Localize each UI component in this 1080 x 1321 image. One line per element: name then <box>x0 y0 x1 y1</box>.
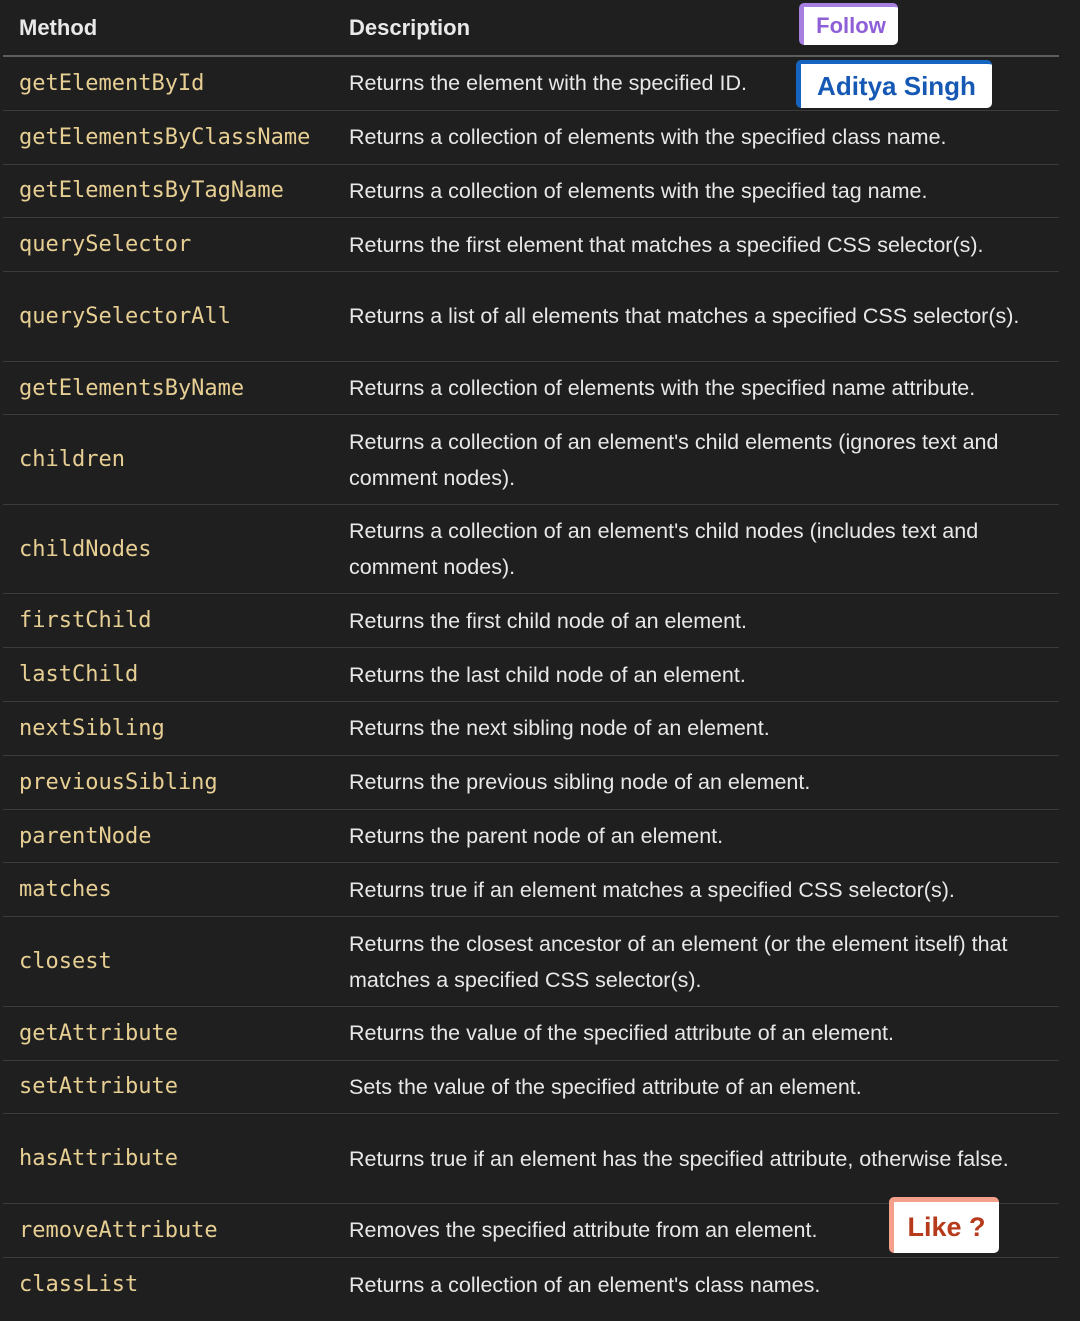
method-description: Returns a collection of an element's child elements (ignores text and comment nodes). <box>349 429 999 490</box>
method-name: childNodes <box>19 536 152 562</box>
method-name: parentNode <box>19 823 152 849</box>
method-name: nextSibling <box>19 715 165 741</box>
method-name: children <box>19 447 125 473</box>
table-row <box>3 272 1059 362</box>
table-row <box>3 505 1059 595</box>
methods-table <box>3 0 1059 1311</box>
method-name: querySelectorAll <box>19 303 231 329</box>
method-description: Returns the value of the specified attribute of an element. <box>349 1021 894 1046</box>
method-description: Returns the first child node of an element. <box>349 608 747 633</box>
method-description: Returns the element with the specified ID. <box>349 71 747 96</box>
table-row <box>3 165 1059 219</box>
table-row <box>3 111 1059 165</box>
table-row <box>3 594 1059 648</box>
method-description: Returns the parent node of an element. <box>349 824 724 849</box>
table-header <box>3 0 1059 57</box>
method-name: getElementsByTagName <box>19 178 284 204</box>
author-name-badge[interactable]: Aditya Singh <box>796 60 992 108</box>
table-row <box>3 218 1059 272</box>
like-button[interactable]: Like ? <box>889 1197 999 1253</box>
method-description: Sets the value of the specified attribute of an element. <box>349 1074 862 1099</box>
method-name: getAttribute <box>19 1020 178 1046</box>
method-name: getElementsByClassName <box>19 124 311 150</box>
header-description: Description <box>349 14 471 40</box>
method-description: Returns a collection of elements with the specified class name. <box>349 125 947 150</box>
table-row <box>3 1007 1059 1061</box>
table-row <box>3 917 1059 1007</box>
method-name: getElementById <box>19 70 205 96</box>
method-name: hasAttribute <box>19 1146 178 1172</box>
method-description: Returns a collection of an element's child nodes (includes text and comment nodes). <box>349 519 979 580</box>
method-description: Returns the last child node of an element. <box>349 662 746 687</box>
table-row <box>3 362 1059 416</box>
method-name: lastChild <box>19 662 139 688</box>
method-description: Returns the previous sibling node of an element. <box>349 770 811 795</box>
method-description: Returns a list of all elements that matches a specified CSS selector(s). <box>349 304 1020 329</box>
method-name: classList <box>19 1272 139 1298</box>
method-description: Returns true if an element has the specified attribute, otherwise false. <box>349 1146 1009 1171</box>
header-method: Method <box>19 14 98 40</box>
table-row <box>3 863 1059 917</box>
method-description: Returns a collection of elements with the specified tag name. <box>349 178 928 203</box>
table-row <box>3 415 1059 505</box>
table-row <box>3 1114 1059 1204</box>
table-row <box>3 648 1059 702</box>
method-name: querySelector <box>19 232 192 258</box>
method-description: Returns a collection of an element's class names. <box>349 1272 821 1297</box>
table-row <box>3 1061 1059 1115</box>
method-description: Returns a collection of elements with the specified name attribute. <box>349 376 976 401</box>
method-name: matches <box>19 877 112 903</box>
method-description: Returns the closest ancestor of an element (or the element itself) that matches a specified CSS selector(s). <box>349 931 1008 992</box>
method-description: Returns the first element that matches a specified CSS selector(s). <box>349 232 984 257</box>
method-description: Returns the next sibling node of an element. <box>349 716 770 741</box>
method-name: setAttribute <box>19 1074 178 1100</box>
method-description: Returns true if an element matches a specified CSS selector(s). <box>349 877 955 902</box>
method-description: Removes the specified attribute from an element. <box>349 1218 818 1243</box>
method-name: closest <box>19 949 112 975</box>
table-row <box>3 1258 1059 1312</box>
table-row <box>3 702 1059 756</box>
method-name: removeAttribute <box>19 1217 218 1243</box>
table-row <box>3 756 1059 810</box>
method-name: firstChild <box>19 608 152 634</box>
table-row <box>3 810 1059 864</box>
method-name: getElementsByName <box>19 375 245 401</box>
follow-button[interactable]: Follow <box>799 3 898 45</box>
method-name: previousSibling <box>19 769 218 795</box>
